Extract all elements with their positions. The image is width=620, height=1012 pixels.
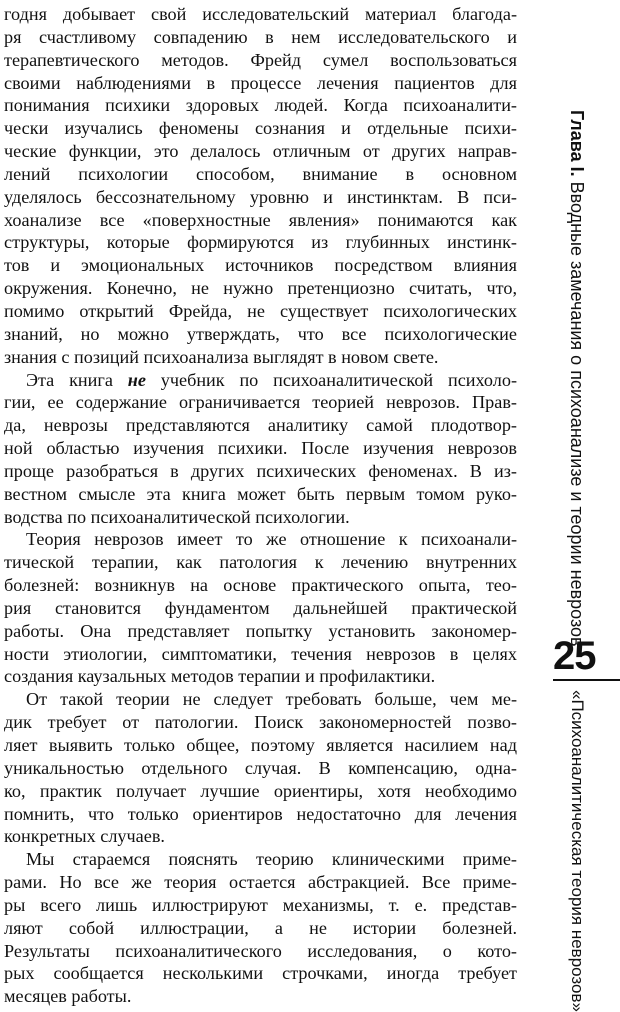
text-line: работы. Она представляет попытку установить закономер- — [4, 620, 517, 641]
chapter-title: Вводные замечания о психоанализе и теории неврозов — [567, 181, 587, 647]
text-line: ческие функции, это делалось отличным от других направ- — [4, 141, 517, 162]
text-line: Мы стараемся пояснять теорию клиническими приме- — [26, 849, 517, 870]
text-line: ко, практик получает лучшие ориентиры, хотя необходимо — [4, 780, 517, 801]
text-line: помимо открытий Фрейда, не существует психологических — [4, 300, 517, 321]
page-margin-sidebar — [553, 0, 620, 1012]
text-line: ря счастливому совпадению в нем исследовательского и — [4, 26, 517, 47]
text-line: понимания психики здоровых людей. Когда психоаналити- — [4, 95, 517, 116]
text-line: ры всего лишь иллюстрируют механизмы, т. е. представ- — [4, 894, 517, 915]
running-head — [566, 110, 587, 647]
text-line: чески изучались феномены сознания и отдельные психи- — [4, 118, 517, 139]
text-line: уделялось бессознательному уровню и инстинктам. В пси- — [4, 186, 517, 207]
text-line: вестном смысле эта книга может быть первым томом руко- — [4, 483, 517, 504]
text-line: да, неврозы представляются аналитику самой плодотвор- — [4, 415, 517, 436]
text-line: тов и эмоциональных источников посредством влияния — [4, 255, 517, 276]
body-text — [4, 3, 517, 1008]
text-line: рия становится фундаментом дальнейшей практической — [4, 597, 517, 618]
text-line: окружения. Конечно, не нужно претенциозно считать, что, — [4, 278, 517, 299]
text-line: конкретных случаев. — [4, 826, 165, 847]
text-line: тической терапии, как патология к лечению внутренних — [4, 552, 517, 573]
text-line: рами. Но все же теория остается абстракцией. Все приме- — [4, 872, 517, 893]
text-line: дик требует от патологии. Поиск закономерностей позво- — [4, 712, 517, 733]
text-line: ности этиологии, симптоматики, течения неврозов в целях — [4, 643, 517, 664]
emphasis-word: не — [127, 369, 146, 390]
text-fragment: Эта книга — [26, 369, 128, 390]
text-line: ной областью изучения психики. После изучения неврозов — [4, 438, 517, 459]
text-line: рых сообщается несколькими строчками, иногда требует — [4, 963, 517, 984]
book-title: «Психоаналитическая теория неврозов» — [568, 690, 587, 1012]
text-line: помнить, что только ориентиров недостаточно для лечения — [4, 803, 517, 824]
text-line: Теория неврозов имеет то же отношение к психоанали- — [26, 529, 517, 550]
text-line: создания каузальных методов терапии и профилактики. — [4, 666, 436, 687]
text-line: Результаты психоаналитического исследования, о кото- — [4, 940, 517, 961]
text-line: лений психологии способом, внимание в основном — [4, 163, 517, 184]
text-line: проще разобраться в других психических феноменах. В из- — [4, 460, 517, 481]
page-number-rule — [553, 679, 620, 681]
text-line-emphasis — [4, 369, 517, 392]
text-line: уникальностью отдельного случая. В компенсацию, одна- — [4, 757, 517, 778]
text-line: ляют собой иллюстрации, а не истории болезней. — [4, 917, 517, 938]
text-fragment: учебник по психоаналитической психоло- — [145, 369, 517, 390]
text-line: ляет выявить только общее, поэтому является насилием над — [4, 735, 517, 755]
text-line: своими наблюдениями в процессе лечения пациентов для — [4, 72, 517, 93]
text-line: гии, ее содержание ограничивается теорией неврозов. Прав- — [4, 392, 517, 413]
chapter-label: Глава I. — [567, 110, 587, 177]
text-line: От такой теории не следует требовать больше, чем ме- — [26, 689, 517, 710]
text-line: структуры, которые формируются из глубинных инстинк- — [4, 232, 517, 253]
text-line: годня добывает свой исследовательский материал благода- — [4, 4, 517, 24]
text-line: терапевтического методов. Фрейд сумел воспользоваться — [4, 49, 517, 70]
text-line: знаний, но можно утверждать, что все психологические — [4, 323, 517, 344]
text-line: месяцев работы. — [4, 986, 132, 1007]
page-number: 25 — [553, 634, 596, 678]
text-line: знания с позиций психоанализа выглядят в новом свете. — [4, 346, 439, 367]
text-line: болезней: возникнув на основе практического опыта, тео- — [4, 575, 517, 596]
text-line: хоанализе все «поверхностные явления» понимаются как — [4, 209, 517, 230]
text-line: водства по психоаналитической психологии. — [4, 506, 350, 527]
